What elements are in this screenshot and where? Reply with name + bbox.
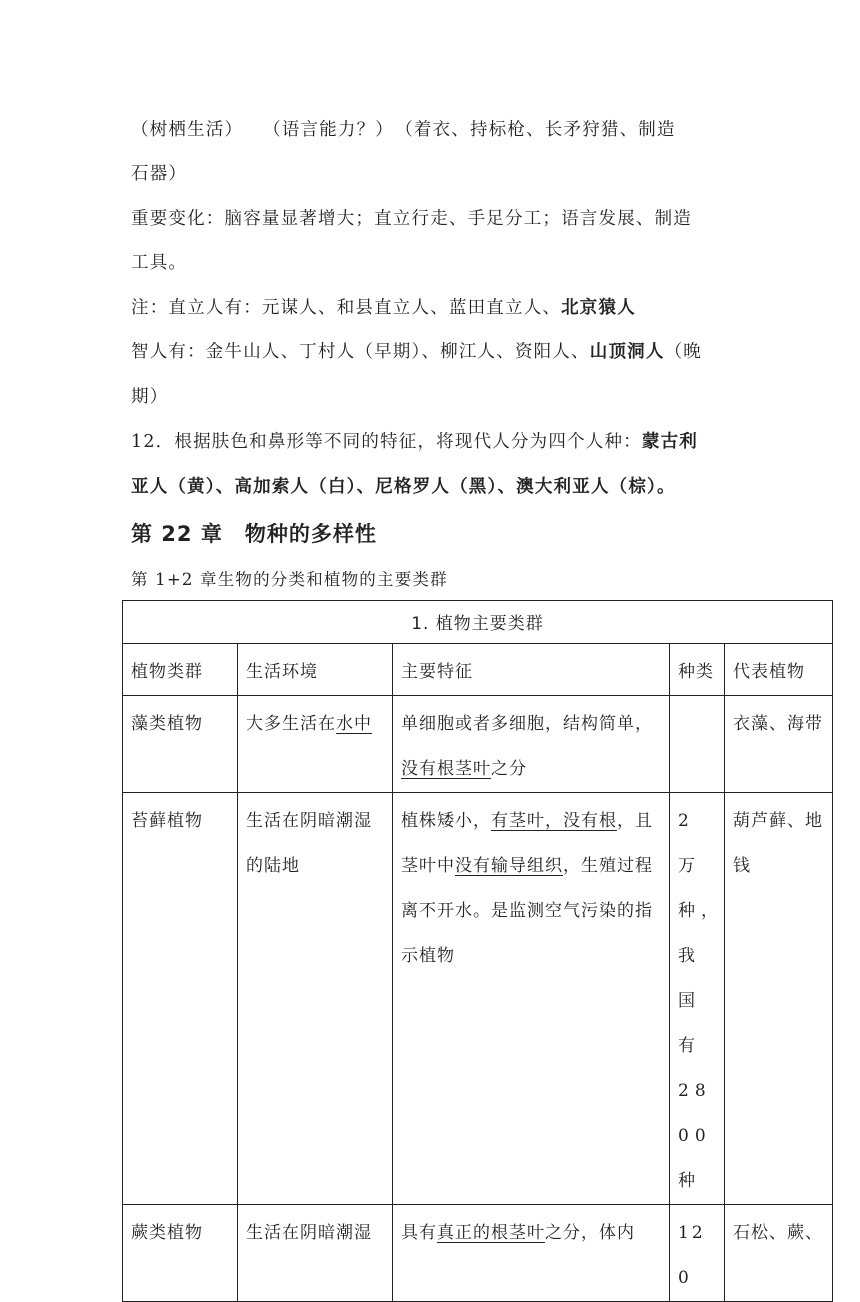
cell-count: 2 万种，我国有 2800种 xyxy=(670,793,725,1205)
table-title-row xyxy=(123,601,833,644)
text-span: 智人有：金牛山人、丁村人（早期）、柳江人、资阳人、 xyxy=(131,342,590,362)
cell-env xyxy=(238,696,393,793)
text-span: 植株矮小， xyxy=(401,811,491,831)
header-cell: 生活环境 xyxy=(238,644,393,696)
plant-groups-table xyxy=(122,600,833,1302)
table-header-row xyxy=(123,644,833,696)
table-row xyxy=(123,793,833,1205)
underlined-text: 真正的根茎叶 xyxy=(437,1223,545,1243)
text-line: （树栖生活） （语言能力？） （着衣、持标枪、长矛狩猎、制造 xyxy=(131,120,676,140)
header-cell: 植物类群 xyxy=(123,644,238,696)
cell-representative: 葫芦藓、地钱 xyxy=(725,793,833,1205)
text-span: （晚 xyxy=(664,342,702,362)
bold-text-line: 亚人（黄）、高加索人（白）、尼格罗人（黑）、澳大利亚人（棕）。 xyxy=(131,477,676,497)
cell-features xyxy=(393,1205,670,1302)
text-span: 具有 xyxy=(401,1223,437,1243)
table-row xyxy=(123,1205,833,1302)
underlined-text: 有茎叶，没有根 xyxy=(491,811,617,831)
underlined-text: 水中 xyxy=(336,714,372,734)
text-line xyxy=(131,428,698,453)
text-line xyxy=(131,338,702,363)
header-cell: 主要特征 xyxy=(393,644,670,696)
text-span: 之分，体内 xyxy=(545,1223,635,1243)
cell-features xyxy=(393,696,670,793)
bold-text: 北京猿人 xyxy=(561,298,636,318)
bold-text: 山顶洞人 xyxy=(589,342,665,362)
table-row xyxy=(123,696,833,793)
cell-group: 蕨类植物 xyxy=(123,1205,238,1302)
table-title: 1. 植物主要类群 xyxy=(123,601,833,644)
bold-text: 蒙古利 xyxy=(641,432,698,452)
text-line: 石器） xyxy=(131,164,188,184)
cell-group: 苔藓植物 xyxy=(123,793,238,1205)
text-line: 工具。 xyxy=(131,253,188,273)
text-span: 大多生活在 xyxy=(246,714,336,734)
header-cell: 代表植物 xyxy=(725,644,833,696)
header-cell: 种类 xyxy=(670,644,725,696)
text-span: 之分 xyxy=(491,759,527,779)
text-span: 12．根据肤色和鼻形等不同的特征，将现代人分为四个人种： xyxy=(131,432,642,452)
text-line: 期） xyxy=(131,387,169,407)
text-span: ，生殖过程离不开水。是监测空气污染的指示植物 xyxy=(401,856,653,966)
text-span: ，且茎叶中 xyxy=(401,811,653,876)
cell-count: 120 xyxy=(670,1205,725,1302)
cell-features xyxy=(393,793,670,1205)
text-span: 单细胞或者多细胞，结构简单， xyxy=(401,714,653,734)
text-span: 注：直立人有：元谋人、和县直立人、蓝田直立人、 xyxy=(131,298,562,318)
cell-representative: 石松、蕨、 xyxy=(725,1205,833,1302)
section-subtitle: 第 1+2 章生物的分类和植物的主要类群 xyxy=(131,570,448,589)
cell-group: 藻类植物 xyxy=(123,696,238,793)
text-line xyxy=(131,294,636,319)
cell-count xyxy=(670,696,725,793)
chapter-heading: 第 22 章 物种的多样性 xyxy=(131,522,377,546)
cell-env: 生活在阴暗潮湿的陆地 xyxy=(238,793,393,1205)
cell-env: 生活在阴暗潮湿 xyxy=(238,1205,393,1302)
underlined-text: 没有根茎叶 xyxy=(401,759,491,779)
cell-representative: 衣藻、海带 xyxy=(725,696,833,793)
text-line: 重要变化：脑容量显著增大；直立行走、手足分工；语言发展、制造 xyxy=(131,209,692,229)
underlined-text: 没有输导组织 xyxy=(455,856,563,876)
